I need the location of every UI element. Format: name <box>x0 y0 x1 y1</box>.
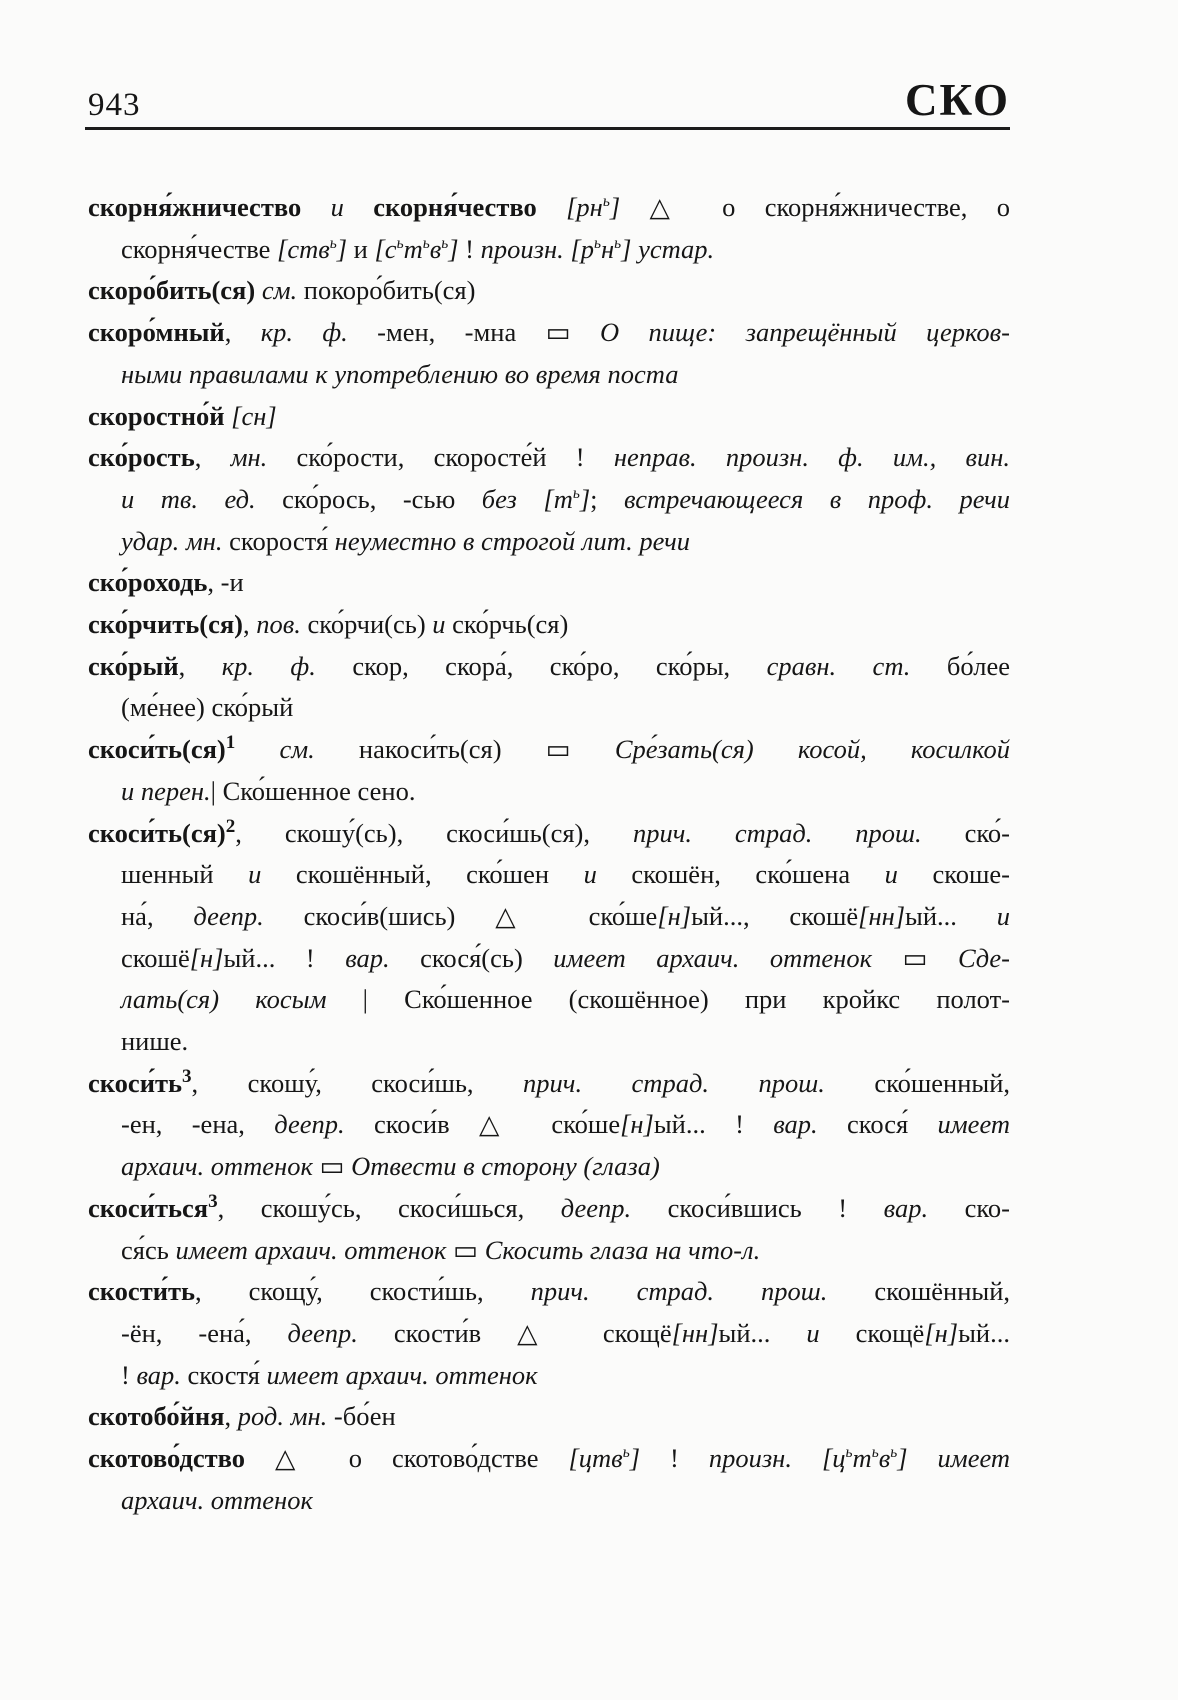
entry-line <box>88 1063 1010 1105</box>
entry-line <box>88 729 1010 771</box>
body-text: ▭ <box>446 1234 485 1265</box>
body-text: , скощу́, скости́шь, <box>195 1276 531 1307</box>
body-text: △ о скорня́жничестве, о <box>620 192 1011 222</box>
italic-label: см. <box>279 734 315 765</box>
entry-line <box>88 562 1010 604</box>
entry-line <box>88 646 1010 688</box>
entry-line <box>88 1188 1010 1230</box>
headword: скоро́мный <box>88 317 225 348</box>
homonym-number: 3 <box>208 1191 218 1213</box>
body-text: ско́рости, скоросте́й ! <box>267 442 614 473</box>
italic-label: ] <box>336 233 348 264</box>
body-text: , скошу́(сь), скоси́шь(ся), <box>235 817 633 848</box>
body-text: ско́шенный, <box>824 1067 1011 1098</box>
italic-label: Сде- <box>958 942 1011 973</box>
dictionary-entry <box>88 270 1010 312</box>
body-text: скошённый, <box>827 1276 1011 1307</box>
italic-label: сравн. ст. <box>766 650 911 681</box>
body-text: , скошу́сь, скоси́шься, <box>217 1192 561 1223</box>
body-text: -ен, -ена, <box>121 1109 275 1140</box>
italic-label: ] <box>448 233 459 264</box>
headword: ско́рый <box>88 650 179 681</box>
body-text: ско- <box>928 1192 1010 1223</box>
body-text: ! <box>640 1443 709 1474</box>
body-text: ый... <box>905 900 997 931</box>
italic-label: архаич. оттенок <box>121 1484 313 1515</box>
entry-line <box>88 1271 1010 1313</box>
italic-label: имеет архаич. оттенок <box>175 1234 447 1265</box>
entry-line <box>88 938 1010 980</box>
body-text: ско́- <box>921 817 1011 848</box>
body-text: ый... ! <box>223 942 346 973</box>
italic-label: неуместно в строгой лит. речи <box>334 525 690 556</box>
headword: скоростно́й <box>88 400 225 431</box>
headword: скотово́дство <box>88 1443 246 1474</box>
entry-line <box>88 479 1010 521</box>
body-text: -ён, -ена́, <box>121 1317 288 1348</box>
italic-label: кр. ф. <box>221 650 316 681</box>
italic-label: ] <box>579 483 591 514</box>
body-text: нише. <box>121 1026 189 1057</box>
italic-label: архаич. оттенок <box>121 1151 313 1182</box>
italic-label: [н] <box>189 942 224 973</box>
body-text: ▭ <box>871 942 959 973</box>
page-number: 943 <box>88 87 141 123</box>
dictionary-entry <box>88 437 1010 562</box>
body-text: ; <box>590 483 625 514</box>
italic-label: произн. <box>708 1443 792 1474</box>
italic-label: т <box>852 1443 872 1474</box>
body-text <box>301 192 330 222</box>
entry-line <box>88 1146 1010 1188</box>
italic-label: Сре́зать(ся) косой, косилкой <box>614 734 1010 765</box>
body-text: на́, <box>121 900 194 931</box>
body-text: скоси́в △ ско́ше <box>344 1109 621 1140</box>
italic-label: вар. <box>136 1359 181 1390</box>
soft-sign-superscript: ь <box>871 1444 879 1462</box>
italic-label: см. <box>261 275 298 306</box>
body-text: ый... <box>958 1317 1010 1348</box>
dictionary-entry <box>88 1271 1010 1396</box>
dictionary-entry <box>88 396 1010 438</box>
entry-line <box>88 187 1010 229</box>
headword: скоси́ться <box>88 1192 209 1223</box>
body-text <box>792 1443 822 1473</box>
italic-label: имеет архаич. оттенок <box>553 942 872 973</box>
body-text: скоше- <box>897 859 1010 890</box>
dictionary-entry <box>88 562 1010 604</box>
body-text <box>517 484 544 514</box>
entry-line <box>88 1438 1010 1480</box>
dictionary-entry <box>88 1063 1010 1188</box>
italic-label: пов. <box>256 609 301 640</box>
italic-label: прич. страд. прош. <box>530 1276 828 1307</box>
entry-line <box>88 437 1010 479</box>
headword: ско́роходь <box>88 567 208 598</box>
italic-label: и <box>432 609 446 640</box>
soft-sign-superscript: ь <box>593 234 601 252</box>
body-text: скося́(сь) <box>389 942 554 973</box>
body-text <box>908 1443 938 1473</box>
guide-word: СКО <box>904 75 1010 125</box>
dictionary-entry <box>88 1396 1010 1438</box>
headword: скотобо́йня <box>88 1401 225 1432</box>
italic-label: удар. мн. <box>121 525 223 556</box>
headword: скоси́ть(ся) <box>88 734 226 765</box>
body-text: | Ско́шенное (скошённое) при кройкс полот- <box>326 984 1010 1015</box>
dictionary-entry <box>88 1188 1010 1271</box>
headword: скорня́чество <box>373 192 537 222</box>
body-text: скор, скора́, ско́ро, ско́ры, <box>315 650 767 681</box>
body-text: -бо́ен <box>327 1401 396 1432</box>
entry-line <box>88 1396 1010 1438</box>
dictionary-entry <box>88 646 1010 729</box>
body-text: скошённый, ско́шен <box>261 859 584 890</box>
soft-sign-superscript: ь <box>396 234 404 252</box>
soft-sign-superscript: ь <box>572 485 580 503</box>
body-text: скоси́вшись ! <box>631 1192 884 1223</box>
body-text: , -и <box>207 567 244 598</box>
italic-label: [т <box>543 483 573 514</box>
italic-label: и <box>248 859 262 890</box>
italic-label: О пище: запрещённый церков- <box>600 317 1010 348</box>
body-text: , <box>224 1401 238 1432</box>
italic-label: [сн] <box>231 400 277 431</box>
italic-label: деепр. <box>287 1317 358 1348</box>
italic-label: и <box>330 192 344 222</box>
entry-line <box>88 1104 1010 1146</box>
italic-label: [нн] <box>671 1317 719 1348</box>
body-text: | Ско́шенное сено. <box>210 775 416 806</box>
soft-sign-superscript: ь <box>845 1444 853 1462</box>
entry-line <box>88 1230 1010 1272</box>
entry-line <box>88 312 1010 354</box>
body-text: , <box>178 650 222 681</box>
body-text: ! <box>458 233 481 264</box>
body-text: ый... <box>718 1317 807 1348</box>
body-text: ся́сь <box>121 1234 176 1265</box>
italic-label: встречающееся в проф. речи <box>624 483 1010 514</box>
italic-label: [н] <box>924 1317 959 1348</box>
body-text: , <box>194 442 231 473</box>
entry-line <box>88 1313 1010 1355</box>
body-text: , скошу́, скоси́шь, <box>191 1067 524 1098</box>
italic-label: вар. <box>883 1192 929 1223</box>
body-text: накоси́ть(ся) ▭ <box>314 734 615 765</box>
entries <box>88 187 1010 1522</box>
headword: ско́рчить(ся) <box>88 609 244 640</box>
entry-line <box>88 1480 1010 1522</box>
italic-label: неправ. произн. ф. им., вин. <box>613 442 1010 473</box>
headword: скоси́ть(ся) <box>88 817 226 848</box>
entry-line <box>88 896 1010 938</box>
italic-label: имеет <box>937 1443 1011 1474</box>
headword: скоси́ть <box>88 1067 182 1098</box>
italic-label: Отвести в сторону (глаза) <box>351 1151 660 1182</box>
dictionary-entry <box>88 813 1010 1063</box>
italic-label: [н] <box>620 1109 654 1140</box>
soft-sign-superscript: ь <box>890 1444 898 1462</box>
body-text: скости́в △ скощё <box>357 1317 672 1348</box>
page-header <box>88 74 1010 126</box>
italic-label: [н] <box>657 900 692 931</box>
italic-label: ными правилами к употреблению во время поста <box>121 358 679 389</box>
italic-label: в <box>429 233 442 264</box>
body-text: -мен, -мна ▭ <box>347 317 600 348</box>
body-text <box>537 192 566 222</box>
italic-label: без <box>481 483 517 514</box>
body-text: и <box>347 233 375 264</box>
soft-sign-superscript: ь <box>622 1444 630 1462</box>
soft-sign-superscript: ь <box>422 234 430 252</box>
body-text: скошё <box>121 942 190 973</box>
headword: скости́ть <box>88 1276 196 1307</box>
italic-label: и <box>583 859 597 890</box>
italic-label: и <box>884 859 898 890</box>
entry-line <box>88 771 1010 813</box>
body-text: скорня́честве <box>121 233 277 264</box>
headword: скорня́жничество <box>88 192 302 222</box>
italic-label: и тв. ед. <box>121 483 256 514</box>
entry-line <box>88 979 1010 1021</box>
entry-line <box>88 1355 1010 1397</box>
italic-label: [р <box>570 233 594 264</box>
dictionary-entry <box>88 604 1010 646</box>
italic-label: ] <box>621 233 632 264</box>
entry-line <box>88 813 1010 855</box>
italic-label: ] <box>609 192 621 222</box>
entry-line <box>88 521 1010 563</box>
body-text: покоро́бить(ся) <box>297 275 476 306</box>
italic-label: [рн <box>566 192 603 222</box>
entry-line <box>88 270 1010 312</box>
body-text: ый... ! <box>653 1109 774 1140</box>
soft-sign-superscript: ь <box>441 234 449 252</box>
homonym-number: 3 <box>182 1065 192 1087</box>
italic-label: деепр. <box>274 1109 345 1140</box>
body-text: △ о скотово́дстве <box>245 1443 569 1474</box>
italic-label: в <box>878 1443 891 1474</box>
italic-label: и <box>806 1317 820 1348</box>
headword: ско́рость <box>88 442 195 473</box>
italic-label: [ств <box>277 233 330 264</box>
body-text: скоростя́ <box>222 525 335 556</box>
italic-label: и <box>996 900 1010 931</box>
entry-line <box>88 396 1010 438</box>
body-text: скостя́ <box>180 1359 267 1390</box>
entry-line <box>88 229 1010 271</box>
italic-label: произн. <box>480 233 564 264</box>
dictionary-entry <box>88 312 1010 395</box>
body-text: ый..., скошё <box>691 900 859 931</box>
entry-line <box>88 854 1010 896</box>
body-text: ▭ <box>312 1151 352 1182</box>
italic-label: прич. страд. прош. <box>523 1067 825 1098</box>
italic-label: и перен. <box>121 775 211 806</box>
body-text: , <box>243 609 257 640</box>
italic-label: ] <box>629 1443 641 1474</box>
body-text <box>344 192 373 222</box>
italic-label: [ц <box>821 1443 846 1474</box>
homonym-number: 1 <box>225 732 236 754</box>
italic-label: род. мн. <box>237 1401 328 1432</box>
italic-label: имеет архаич. оттенок <box>266 1359 538 1390</box>
italic-label: [цтв <box>568 1443 623 1474</box>
italic-label: т <box>403 233 423 264</box>
italic-label: кр. ф. <box>260 317 348 348</box>
italic-label: деепр. <box>193 900 264 931</box>
body-text: бо́лее <box>910 650 1010 681</box>
entry-line <box>88 687 1010 729</box>
italic-label: [с <box>374 233 397 264</box>
body-text: , <box>224 317 261 348</box>
body-text: ско́рось, -сью <box>255 483 482 514</box>
italic-label: [нн] <box>858 900 906 931</box>
homonym-number: 2 <box>225 815 236 837</box>
dictionary-entry <box>88 1438 1010 1521</box>
soft-sign-superscript: ь <box>614 234 622 252</box>
body-text: ско́рчи(сь) <box>300 609 433 640</box>
italic-label: ] <box>897 1443 908 1474</box>
italic-label: лать(ся) косым <box>121 984 327 1015</box>
italic-label: устар. <box>638 233 715 264</box>
body-text: (ме́нее) ско́рый <box>121 692 294 723</box>
italic-label: Скосить глаза на что-л. <box>484 1234 761 1265</box>
italic-label: деепр. <box>560 1192 632 1223</box>
italic-label: имеет <box>937 1109 1010 1140</box>
body-text <box>255 275 262 305</box>
soft-sign-superscript: ь <box>329 234 337 252</box>
body-text: скося́ <box>817 1109 938 1140</box>
italic-label: вар. <box>773 1109 818 1140</box>
body-text: ! <box>121 1359 137 1390</box>
body-text <box>235 734 279 764</box>
entry-line <box>88 604 1010 646</box>
body-text: скощё <box>819 1317 925 1348</box>
body-text: скоси́в(шись) △ ско́ше <box>263 900 658 931</box>
entry-line <box>88 1021 1010 1063</box>
header-rule <box>85 127 1010 130</box>
italic-label: мн. <box>230 442 268 473</box>
body-text: ско́рчь(ся) <box>445 609 569 640</box>
italic-label: н <box>600 233 615 264</box>
dictionary-entry <box>88 187 1010 270</box>
soft-sign-superscript: ь <box>602 193 610 211</box>
body-text: скошён, ско́шена <box>596 859 885 890</box>
dictionary-entry <box>88 729 1010 812</box>
italic-label: вар. <box>345 942 390 973</box>
italic-label: прич. страд. прош. <box>632 817 922 848</box>
body-text: шенный <box>121 859 249 890</box>
entry-line <box>88 354 1010 396</box>
headword: скоро́бить(ся) <box>88 275 256 306</box>
